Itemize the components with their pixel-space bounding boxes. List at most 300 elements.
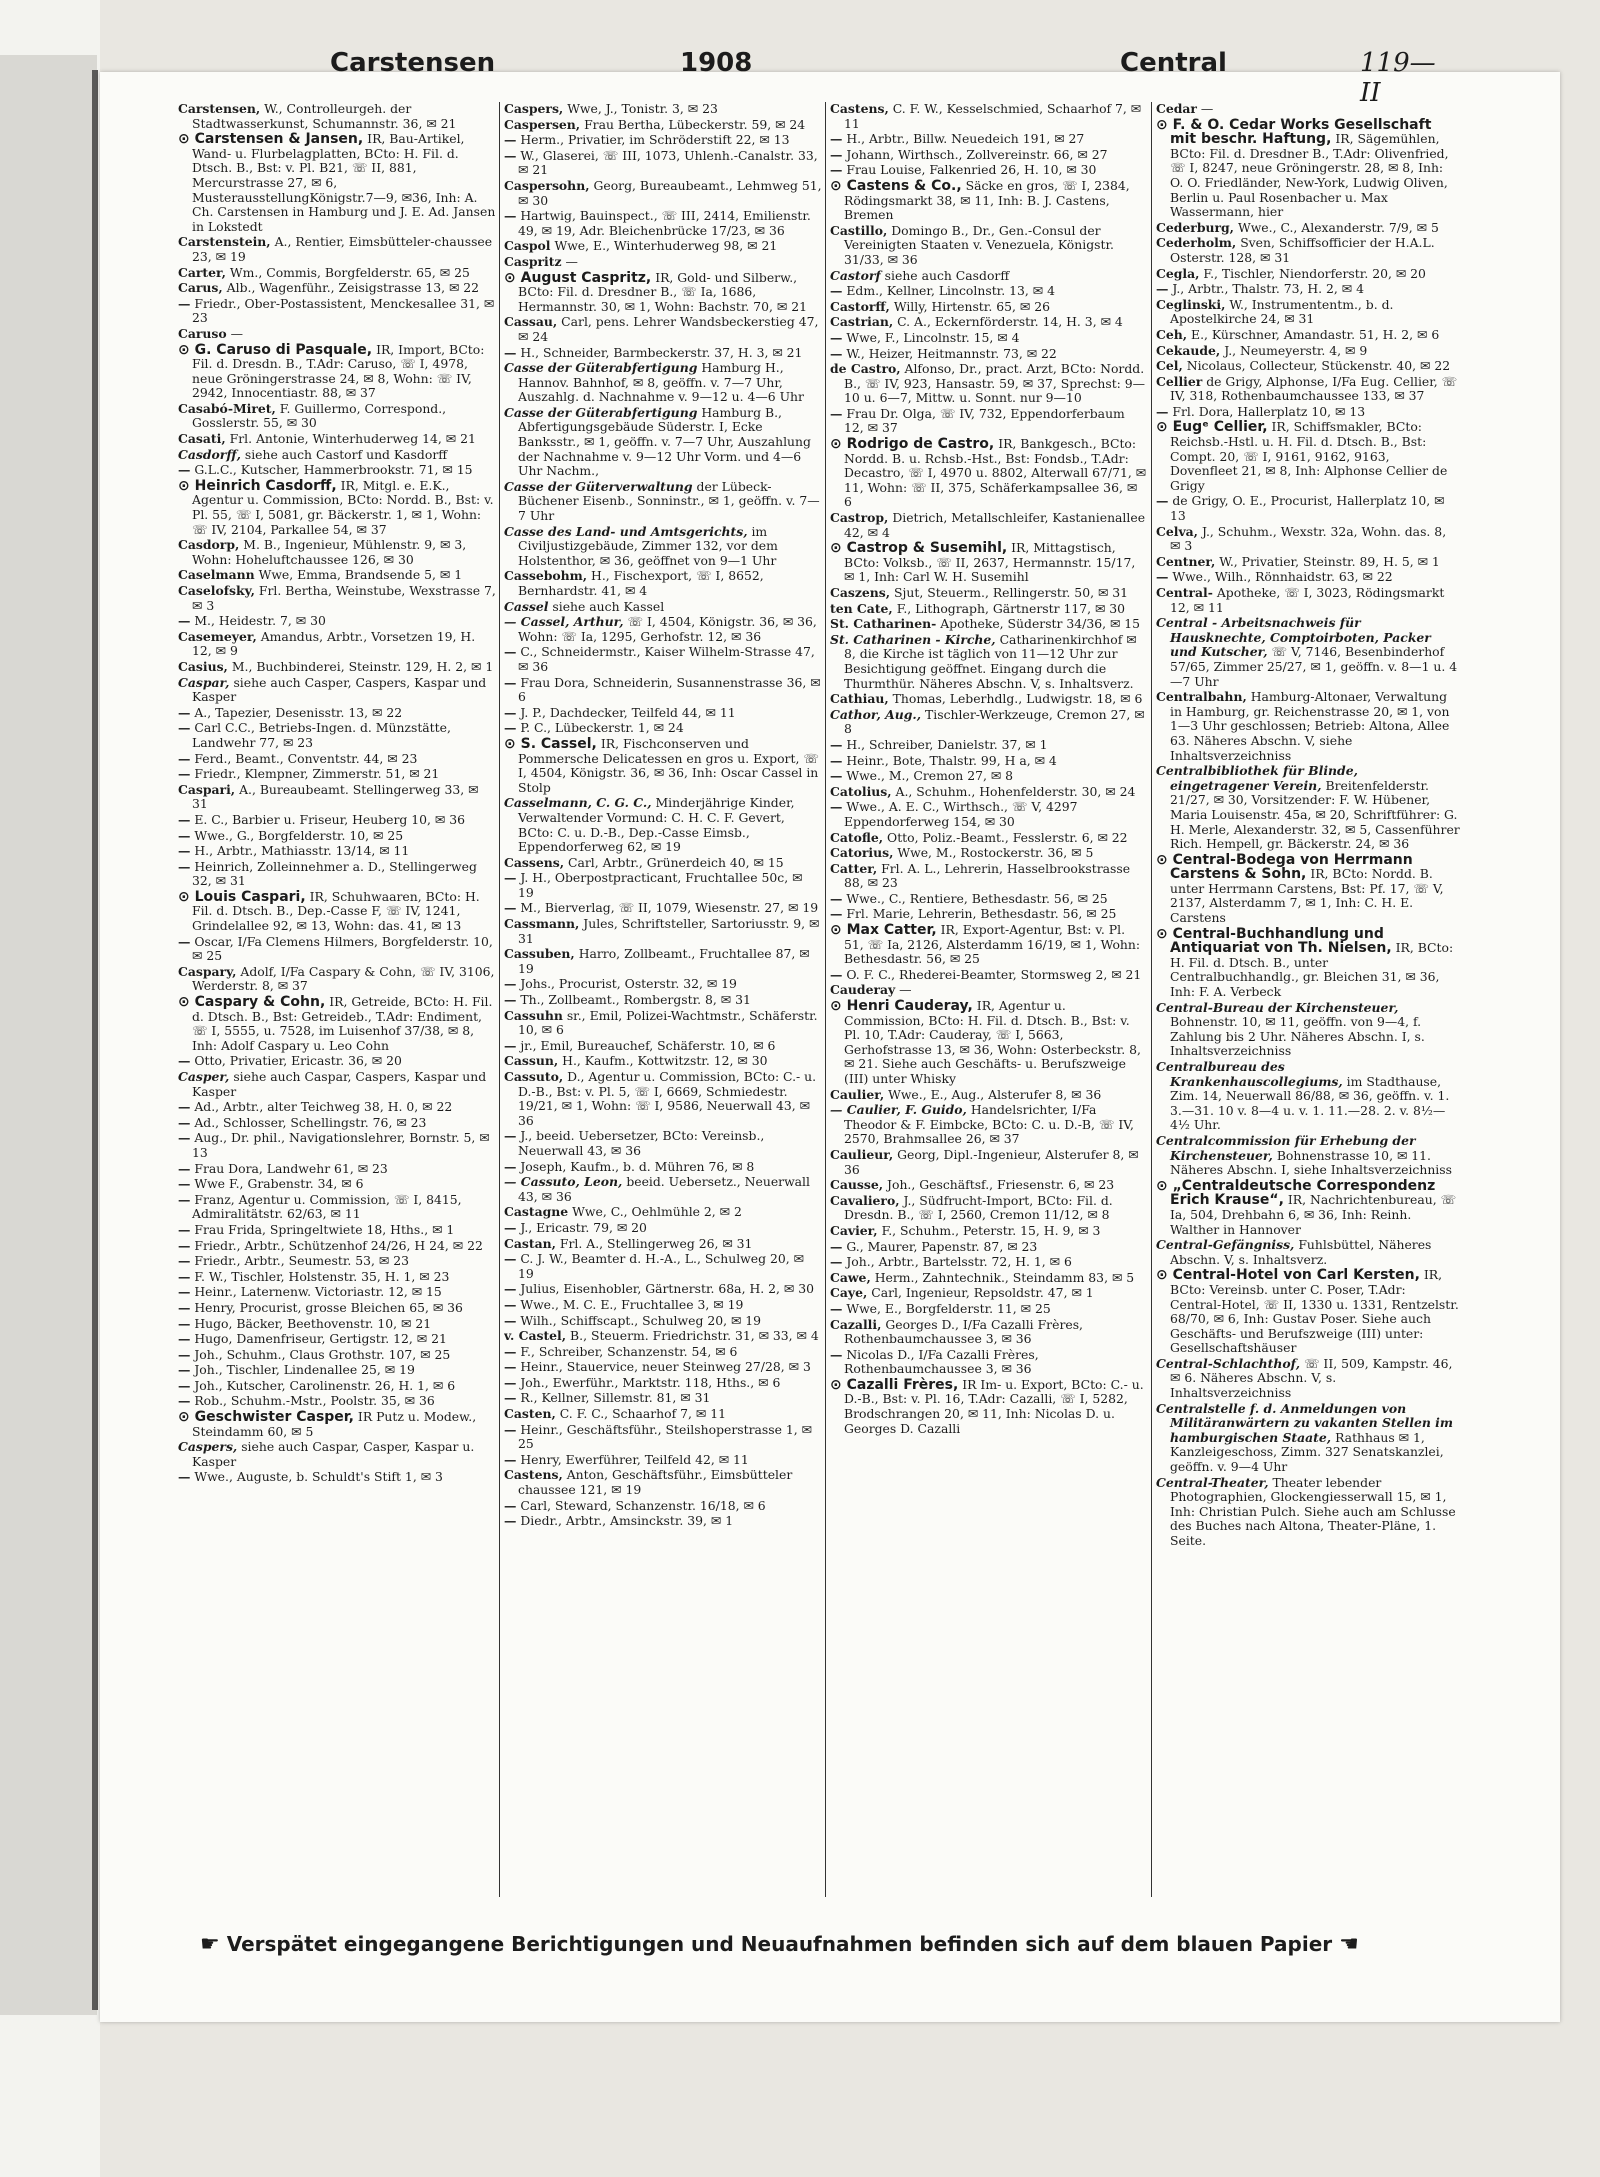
- entry-details: Wwe, E., Borgfelderstr. 11, ✉ 25: [846, 1300, 1051, 1316]
- entry-details: der Lübeck-Büchener Eisenb., Sonninstr., ✉ 1, geöffn. v. 7—7 Uhr: [518, 478, 820, 524]
- entry-name: —: [504, 1343, 517, 1359]
- entry-name: —: [830, 329, 843, 345]
- directory-entry: [830, 738, 1148, 753]
- entry-name: Caselofsky,: [178, 583, 255, 598]
- directory-entry: [830, 968, 1148, 983]
- entry-name: —: [1156, 281, 1169, 297]
- directory-entry: [504, 676, 822, 705]
- directory-entry: [1156, 494, 1460, 523]
- directory-entry: [1156, 1268, 1460, 1356]
- entry-details: Fuhlsbüttel, Näheres Abschn. V, s. Inhaltsverz.: [1170, 1237, 1432, 1267]
- entry-details: Wwe., M., Cremon 27, ✉ 8: [846, 768, 1014, 784]
- entry-details: IR, Nachrichtenbureau, ☏ Ia, 504, Drehbahn 6, ✉ 36, Inh: Reinh. Walther in Hannover: [1170, 1192, 1457, 1237]
- entry-name: Cedar: [1156, 102, 1197, 116]
- entry-name: —: [504, 720, 517, 736]
- directory-entry: [178, 538, 496, 567]
- entry-name: —: [830, 906, 843, 922]
- entry-name: —: [1156, 569, 1169, 585]
- directory-entry: [504, 361, 822, 405]
- directory-entry: [504, 706, 822, 721]
- column-divider: [1151, 102, 1152, 1897]
- entry-details: de Grigy, O. E., Procurist, Hallerplatz 10, ✉ 13: [1170, 493, 1445, 524]
- entry-details: E., Kürschner, Amandastr. 51, H. 2, ✉ 6: [1191, 326, 1440, 342]
- pointing-hand-left-icon: ☚: [1339, 1932, 1359, 1957]
- entry-name: Caselmann: [178, 567, 255, 583]
- entry-details: Catharinenkirchhof ✉ 8, die Kirche ist täglich von 11—12 Uhr zur Besichtigung geöffnet. Eingang durch die Thurmthür. Näheres Abschn. V, s. Inhaltsverz.: [844, 631, 1137, 691]
- entry-name: Catorius,: [830, 845, 894, 861]
- directory-entry: [504, 600, 822, 615]
- directory-entry: [178, 343, 496, 401]
- entry-details: M. B., Ingenieur, Mühlenstr. 9, ✉ 3, Wohn: Hoheluftchaussee 126, ✉ 30: [192, 537, 467, 567]
- directory-entry: [504, 1252, 822, 1281]
- entry-name: Castens,: [504, 1467, 563, 1483]
- entry-name: Cassel: [504, 598, 549, 614]
- entry-details: IR, BCto: Nordd. B. unter Herrmann Carstens, Bst: Pf. 17, ☏ V, 2137, Alsterdamm 7, ✉ 1, Inh: C. H. E. Carstens: [1170, 866, 1444, 926]
- directory-entry: [504, 480, 822, 524]
- entry-name: Casse der Güterabfertigung: [504, 360, 698, 376]
- entry-details: J., beeid. Uebersetzer, BCto: Vereinsb., Neuerwall 43, ✉ 36: [518, 1128, 765, 1158]
- directory-entry: [178, 829, 496, 844]
- directory-entry: [178, 995, 496, 1053]
- entry-details: Georg, Bureaubeamt., Lehmweg 51, ✉ 30: [518, 177, 822, 208]
- entry-details: Apotheke, ☏ I, 3023, Rödingsmarkt 12, ✉ 11: [1170, 585, 1445, 615]
- entry-details: Wwe, E., Winterhuderweg 98, ✉ 21: [554, 238, 778, 254]
- entry-name: Cassuhn: [504, 1007, 563, 1023]
- entry-name: —: [504, 1312, 517, 1328]
- entry-details: Frau Dr. Olga, ☏ IV, 732, Eppendorferbaum 12, ✉ 37: [844, 405, 1125, 436]
- entry-name: Cel,: [1156, 358, 1183, 374]
- entry-name: ⊙ Max Catter,: [830, 922, 937, 939]
- entry-details: Herm., Privatier, im Schröderstift 22, ✉ 13: [520, 132, 790, 148]
- directory-entry: [504, 1282, 822, 1297]
- entry-details: Hamburg B., Abfertigungsgebäude Süderstr. I, Ecke Banksstr., ✉ 1, geöffn. v. 7—7 Uhr, Auszahlung der Nachnahme v. 9—12 Uhr Vorm. und 4—6 Uhr Nachm.,: [518, 404, 811, 479]
- entry-name: Caszens,: [830, 585, 891, 600]
- entry-details: Ad., Schlosser, Schellingstr. 76, ✉ 23: [194, 1114, 427, 1130]
- directory-entry: [504, 871, 822, 900]
- entry-name: Centralbibliothek für Blinde, eingetragener Verein,: [1156, 763, 1358, 793]
- entry-name: —: [504, 900, 517, 916]
- entry-name: Ceh,: [1156, 326, 1188, 342]
- entry-details: Joh., Ewerführ., Marktstr. 118, Hths., ✉ 6: [520, 1374, 781, 1390]
- directory-entry: [178, 1332, 496, 1347]
- entry-details: W., Heizer, Heitmannstr. 73, ✉ 22: [846, 345, 1057, 361]
- directory-entry: [504, 917, 822, 946]
- entry-details: M., Heidestr. 7, ✉ 30: [194, 613, 326, 629]
- entry-name: —: [178, 704, 191, 720]
- entry-details: ☏ I, 4504, Königstr. 36, ✉ 36, Wohn: ☏ Ia, 1295, Gerhofstr. 12, ✉ 36: [518, 614, 817, 644]
- directory-entry: [178, 327, 496, 342]
- entry-name: Casse der Güterverwaltung: [504, 478, 693, 494]
- entry-details: Hugo, Damenfriseur, Gertigstr. 12, ✉ 21: [194, 1331, 447, 1347]
- entry-name: ⊙ G. Caruso di Pasquale,: [178, 341, 373, 358]
- entry-details: A., Tapezier, Desenisstr. 13, ✉ 22: [194, 704, 403, 720]
- entry-name: —: [830, 162, 843, 178]
- entry-name: de Castro,: [830, 361, 901, 377]
- directory-entry: [178, 965, 496, 994]
- directory-entry: [830, 362, 1148, 406]
- entry-details: H., Fischexport, ☏ I, 8652, Bernhardstr. 41, ✉ 4: [518, 568, 764, 598]
- page-header: [120, 48, 1440, 108]
- entry-name: ⊙ Central-Buchhandlung und Antiquariat von Th. Nielsen,: [1156, 925, 1392, 957]
- directory-entry: [1156, 405, 1460, 420]
- directory-entry: [1156, 118, 1460, 220]
- entry-name: —: [504, 976, 517, 992]
- entry-name: Casten,: [504, 1406, 556, 1422]
- directory-entry: [178, 479, 496, 537]
- directory-entry: [830, 983, 1148, 998]
- entry-name: Catolius,: [830, 783, 892, 799]
- entry-name: —: [504, 1359, 517, 1375]
- entry-name: Carter,: [178, 264, 226, 280]
- entry-details: —: [230, 325, 244, 341]
- directory-entry: [178, 813, 496, 828]
- directory-entry: [504, 1054, 822, 1069]
- entry-details: Edm., Kellner, Lincolnstr. 13, ✉ 4: [846, 283, 1055, 299]
- entry-details: Joh., Schuhm., Claus Grothstr. 107, ✉ 25: [194, 1346, 451, 1362]
- directory-entry: [504, 1407, 822, 1422]
- entry-name: Cazalli,: [830, 1316, 882, 1332]
- entry-name: —: [830, 283, 843, 299]
- directory-entry: [504, 133, 822, 148]
- directory-entry: [504, 209, 822, 238]
- directory-entry: [830, 179, 1148, 223]
- directory-entry: [178, 1177, 496, 1192]
- directory-entry: [504, 1175, 822, 1204]
- entry-details: IR, Gold- und Silberw., BCto: Fil. d. Dresdner B., ☏ Ia, 1686, Hermannstr. 30, ✉ 1, Wohn: Bachstr. 70, ✉ 21: [518, 269, 808, 314]
- directory-entry: [830, 907, 1148, 922]
- directory-entry: [504, 179, 822, 208]
- column-4: [1156, 102, 1460, 1902]
- entry-name: Caulieur,: [830, 1146, 894, 1162]
- entry-name: Casemeyer,: [178, 628, 257, 644]
- entry-details: H., Schneider, Barmbeckerstr. 37, H. 3, ✉ 21: [520, 344, 803, 360]
- entry-name: Cassau,: [504, 314, 558, 330]
- directory-entry: [178, 1440, 496, 1469]
- entry-details: H., Kaufm., Kottwitzstr. 12, ✉ 30: [562, 1053, 768, 1069]
- directory-entry: [830, 511, 1148, 540]
- entry-details: W., Glaserei, ☏ III, 1073, Uhlenh.-Canalstr. 33, ✉ 21: [518, 147, 818, 178]
- entry-name: —: [178, 811, 191, 827]
- entry-details: Heinr., Stauervice, neuer Steinweg 27/28, ✉ 3: [520, 1359, 811, 1375]
- entry-details: —: [565, 253, 578, 269]
- entry-details: Friedr., Ober-Postassistent, Menckesallee 31, ✉ 23: [192, 295, 495, 326]
- directory-entry: [178, 1285, 496, 1300]
- entry-details: Wwe., Wilh., Rönnhaidstr. 63, ✉ 22: [1172, 569, 1393, 585]
- directory-entry: [830, 846, 1148, 861]
- directory-entry: [504, 102, 822, 117]
- entry-details: Wwe., C., Rentiere, Bethesdastr. 56, ✉ 25: [846, 890, 1108, 906]
- directory-entry: [178, 1348, 496, 1363]
- entry-details: siehe auch Kassel: [552, 598, 665, 614]
- entry-name: —: [504, 704, 517, 720]
- entry-details: siehe auch Caspar, Casper, Kaspar u. Kasper: [192, 1439, 475, 1469]
- entry-details: IR, Sägemühlen, BCto: Fil. d. Dresdner B., T.Adr: Olivenfried, ☏ I, 8247, neue Gröningerstr. 28, ✉ 8, Inh: O. O. Friedländer, New-York, Ludwig Oliven, Berlin u. Paul Rosenbacher u. Max Wassermann, hier: [1170, 131, 1449, 220]
- entry-details: E. C., Barbier u. Friseur, Heuberg 10, ✉ 36: [194, 811, 465, 827]
- directory-entry: [830, 300, 1148, 315]
- entry-details: Bohnenstrasse 10, ✉ 11. Näheres Abschn. I, siehe Inhaltsverzeichniss: [1170, 1147, 1452, 1178]
- entry-details: Wwe, C., Oehlmühle 2, ✉ 2: [572, 1204, 742, 1220]
- footer-text: Verspätet eingegangene Berichtigungen und Neuaufnahmen befinden sich auf dem blauen Papier: [226, 1932, 1333, 1956]
- entry-name: Central-Schlachthof,: [1156, 1355, 1301, 1371]
- directory-entry: [504, 947, 822, 976]
- directory-entry: [1156, 102, 1460, 117]
- entry-name: Casati,: [178, 431, 226, 447]
- directory-entry: [504, 1329, 822, 1344]
- entry-details: Heinr., Bote, Thalstr. 99, H a, ✉ 4: [846, 752, 1057, 768]
- entry-details: Friedr., Klempner, Zimmerstr. 51, ✉ 21: [194, 766, 440, 782]
- entry-name: Cassmann,: [504, 916, 580, 932]
- directory-entry: [504, 569, 822, 598]
- entry-name: ⊙ Caspary & Cohn,: [178, 994, 326, 1011]
- entry-name: —: [830, 736, 843, 752]
- directory-entry: [178, 783, 496, 812]
- entry-details: Johs., Procurist, Osterstr. 32, ✉ 19: [520, 976, 737, 992]
- entry-name: —: [830, 1346, 843, 1362]
- entry-name: —: [1156, 403, 1169, 419]
- directory-entry: [504, 315, 822, 344]
- entry-details: Heinrich, Zolleinnehmer a. D., Stellingerweg 32, ✉ 31: [192, 858, 477, 889]
- directory-entry: [178, 660, 496, 675]
- entry-details: D., Agentur u. Commission, BCto: C.- u. D.-B., Bst: v. Pl. 5, ☏ I, 6669, Schmiedestr. 19/21, ✉ 1, Wohn: ☏ I, 9586, Neuerwall 43, ✉ 36: [518, 1069, 817, 1128]
- entry-details: Henry, Ewerführer, Teilfeld 42, ✉ 11: [520, 1451, 749, 1467]
- directory-entry: [504, 901, 822, 916]
- entry-name: —: [178, 766, 191, 782]
- entry-details: H., Arbtr., Billw. Neuedeich 191, ✉ 27: [846, 131, 1085, 147]
- directory-entry: [1156, 570, 1460, 585]
- entry-name: ⊙ August Caspritz,: [504, 269, 652, 286]
- directory-entry: [830, 708, 1148, 737]
- entry-name: —: [830, 768, 843, 784]
- entry-details: Franz, Agentur u. Commission, ☏ I, 8415, Admiralitätstr. 62/63, ✉ 11: [192, 1191, 462, 1222]
- directory-entry: [504, 1391, 822, 1406]
- entry-details: A., Rentier, Eimsbütteler-chaussee 23, ✉ 19: [192, 234, 493, 264]
- entry-details: Hartwig, Bauinspect., ☏ III, 2414, Emilienstr. 49, ✉ 19, Adr. Bleichenbrücke 17/23, ✉ 36: [518, 208, 811, 238]
- directory-entry: [178, 1162, 496, 1177]
- entry-name: —: [504, 132, 517, 148]
- entry-details: Frau Frida, Springeltwiete 18, Hths., ✉ 1: [194, 1221, 455, 1237]
- directory-entry: [830, 1178, 1148, 1193]
- entry-details: Th., Zollbeamt., Rombergstr. 8, ✉ 31: [520, 992, 751, 1008]
- entry-name: —: [504, 1451, 517, 1467]
- directory-entry: [178, 1131, 496, 1160]
- column-divider: [825, 102, 826, 1897]
- entry-details: Georg, Dipl.-Ingenieur, Alsterufer 8, ✉ 36: [844, 1146, 1139, 1177]
- directory-entry: [178, 706, 496, 721]
- entry-details: F. Guillermo, Correspond., Gosslerstr. 55, ✉ 30: [192, 400, 447, 431]
- directory-entry: [178, 1317, 496, 1332]
- entry-details: C. J. W., Beamter d. H.-A., L., Schulweg 20, ✉ 19: [518, 1251, 805, 1281]
- entry-details: Wwe, Emma, Brandsende 5, ✉ 1: [258, 567, 463, 583]
- entry-details: Joh., Geschäftsf., Friesenstr. 6, ✉ 23: [887, 1177, 1115, 1193]
- page-footer-notice: [200, 1932, 1450, 1957]
- entry-details: IR Im- u. Export, BCto: C.- u. D.-B., Bst: v. Pl. 16, T.Adr: Cazalli, ☏ I, 5282, Brodschrangen 20, ✉ 11, Inh: Nicolas D. u. Georges D. Cazalli: [844, 1376, 1144, 1436]
- directory-entry: [1156, 853, 1460, 926]
- directory-entry: [1156, 1357, 1460, 1401]
- entry-name: Castrian,: [830, 314, 894, 330]
- entry-details: Handelsrichter, I/Fa Theodor & F. Eimbcke, BCto: C. u. D.-B, ☏ IV, 2570, Brahmsallee 26, ✉ 37: [844, 1102, 1134, 1147]
- entry-name: Castorff,: [830, 298, 890, 314]
- entry-details: Frau Bertha, Lübeckerstr. 59, ✉ 24: [584, 116, 806, 132]
- entry-name: —: [504, 344, 517, 360]
- entry-details: Carl, Arbtr., Grünerdeich 40, ✉ 15: [567, 854, 784, 870]
- entry-details: Frl. A. L., Lehrerin, Hasselbrookstrasse 88, ✉ 23: [844, 860, 1131, 891]
- entry-details: Ferd., Beamt., Conventstr. 44, ✉ 23: [194, 750, 418, 766]
- entry-name: —: [178, 1099, 191, 1115]
- entry-name: —: [178, 1253, 191, 1269]
- entry-name: Cegla,: [1156, 265, 1200, 281]
- entry-name: Castan,: [504, 1235, 556, 1251]
- entry-details: Wwe., G., Borgfelderstr. 10, ✉ 25: [194, 827, 404, 843]
- directory-entry: [178, 1193, 496, 1222]
- entry-details: H., Arbtr., Mathiasstr. 13/14, ✉ 11: [194, 843, 410, 859]
- entry-details: Ad., Arbtr., alter Teichweg 38, H. 0, ✉ 22: [194, 1099, 453, 1115]
- entry-details: Frl. A., Stellingerweg 26, ✉ 31: [559, 1235, 753, 1251]
- entry-details: Joseph, Kaufm., b. d. Mühren 76, ✉ 8: [520, 1158, 755, 1174]
- entry-name: ⊙ Central-Hotel von Carl Kersten,: [1156, 1267, 1420, 1284]
- entry-details: Joh., Arbtr., Bartelsstr. 72, H. 1, ✉ 6: [846, 1254, 1072, 1270]
- entry-name: Caspar,: [178, 674, 230, 690]
- entry-details: C. F. C., Schaarhof 7, ✉ 11: [559, 1406, 726, 1422]
- entry-details: ☏ V, 7146, Besenbinderhof 57/65, Zimmer 25/27, ✉ 1, geöffn. v. 8—1 u. 4—7 Uhr: [1170, 644, 1458, 689]
- entry-name: Ceglinski,: [1156, 296, 1226, 312]
- entry-details: Heinr., Laternenw. Victoriastr. 12, ✉ 15: [194, 1284, 442, 1300]
- entry-name: Cassuben,: [504, 946, 575, 962]
- directory-entry: [830, 862, 1148, 891]
- header-last-entry: Central: [1120, 48, 1227, 78]
- entry-name: —: [178, 1237, 191, 1253]
- entry-details: B., Steuerm. Friedrichstr. 31, ✉ 33, ✉ 4: [570, 1328, 819, 1344]
- entry-name: Cathiau,: [830, 691, 889, 707]
- directory-entry: [178, 1379, 496, 1394]
- entry-details: J., Schuhm., Wexstr. 32a, Wohn. das. 8, ✉ 3: [1170, 523, 1447, 554]
- directory-entry: [504, 1376, 822, 1391]
- directory-entry: [504, 1009, 822, 1038]
- directory-entry: [1156, 764, 1460, 852]
- directory-entry: [178, 1254, 496, 1269]
- entry-name: Caspers,: [504, 102, 564, 116]
- entry-details: Wilh., Schiffscapt., Schulweg 20, ✉ 19: [520, 1312, 762, 1328]
- entry-name: Caspers,: [178, 1439, 238, 1455]
- entry-details: Herm., Zahntechnik., Steindamm 83, ✉ 5: [874, 1269, 1135, 1285]
- entry-name: —: [1156, 493, 1169, 509]
- entry-name: v. Castel,: [504, 1328, 567, 1344]
- directory-entry: [830, 692, 1148, 707]
- entry-name: Caye,: [830, 1285, 868, 1301]
- directory-entry: [1156, 1238, 1460, 1267]
- entry-details: Frau Dora, Landwehr 61, ✉ 23: [194, 1160, 388, 1176]
- entry-name: Castagne: [504, 1204, 569, 1220]
- entry-name: Casse der Güterabfertigung: [504, 404, 698, 420]
- entry-name: —: [178, 1331, 191, 1347]
- directory-entry: [178, 584, 496, 613]
- entry-name: —: [830, 890, 843, 906]
- entry-details: W., Privatier, Steinstr. 89, H. 5, ✉ 1: [1219, 553, 1440, 569]
- directory-entry: [504, 1423, 822, 1452]
- entry-name: Carstenstein,: [178, 234, 271, 250]
- page-gutter: [0, 55, 97, 2015]
- entry-details: Julius, Eisenhobler, Gärtnerstr. 68a, H. 2, ✉ 30: [520, 1281, 814, 1297]
- entry-details: im Stadthause, Zim. 14, Neuerwall 86/88, ✉ 36, geöffn. v. 1. 3.—31. 10 v. 8—4 u. v. 1. 11.—28. 2. v. 8½—4½ Uhr.: [1170, 1073, 1450, 1133]
- entry-details: IR, Import, BCto: Fil. d. Dresdn. B., T.Adr: Caruso, ☏ I, 4978, neue Gröningerstrasse 24, ✉ 8, Wohn: ☏ IV, 2942, Innocentiastr. 88, ✉ 37: [192, 341, 485, 401]
- entry-name: ⊙ Louis Caspari,: [178, 888, 306, 905]
- directory-entry: [504, 1360, 822, 1375]
- directory-entry: [830, 769, 1148, 784]
- directory-entry: [830, 331, 1148, 346]
- directory-entry: [1156, 298, 1460, 327]
- entry-details: IR, Getreide, BCto: H. Fil. d. Dtsch. B., Bst: Getreideb., T.Adr: Endiment, ☏ I, 5555, u. 7528, im Luisenhof 37/38, ✉ 8, Inh: Adolf Caspary u. Leo Cohn: [192, 994, 493, 1053]
- entry-name: Cekaude,: [1156, 342, 1221, 358]
- entry-name: ⊙ Castrop & Susemihl,: [830, 540, 1008, 557]
- entry-name: —: [504, 674, 517, 690]
- directory-entry: [1156, 344, 1460, 359]
- directory-entry: [830, 586, 1148, 601]
- entry-name: —: [178, 1176, 191, 1192]
- entry-details: Johann, Wirthsch., Zollvereinstr. 66, ✉ 27: [846, 146, 1108, 162]
- entry-name: Catter,: [830, 860, 878, 876]
- entry-name: Carus,: [178, 280, 223, 296]
- directory-entry: [830, 602, 1148, 617]
- directory-entry: [830, 923, 1148, 967]
- entry-details: Carl, Ingenieur, Repsoldstr. 47, ✉ 1: [871, 1285, 1094, 1301]
- entry-details: J., Südfrucht-Import, BCto: Fil. d. Dresdn. B., ☏ I, 2560, Cremon 11/12, ✉ 8: [844, 1192, 1113, 1223]
- directory-entry: [178, 1410, 496, 1439]
- directory-entry: [178, 568, 496, 583]
- entry-name: Caspersohn,: [504, 177, 590, 193]
- entry-name: —: [504, 1251, 517, 1267]
- entry-name: Casius,: [178, 658, 228, 674]
- entry-name: —: [504, 870, 517, 886]
- entry-name: —: [504, 1421, 517, 1437]
- directory-entry: [178, 1100, 496, 1115]
- entry-details: Joh., Tischler, Lindenallee 25, ✉ 19: [194, 1362, 415, 1378]
- directory-entry: [1156, 267, 1460, 282]
- directory-entry: [830, 1348, 1148, 1377]
- directory-entry: [1156, 1001, 1460, 1059]
- entry-name: —: [504, 1037, 517, 1053]
- entry-name: Caspari,: [178, 781, 236, 797]
- directory-entry: [1156, 375, 1460, 404]
- directory-entry: [830, 541, 1148, 585]
- entry-name: Cavier,: [830, 1222, 878, 1238]
- entry-details: siehe auch Caspar, Caspers, Kaspar und Kasper: [192, 1069, 487, 1099]
- directory-entry: [1156, 1060, 1460, 1133]
- entry-name: Cassun,: [504, 1053, 559, 1069]
- entry-name: ⊙ Central-Bodega von Herrmann Carstens & Sohn,: [1156, 851, 1413, 883]
- entry-details: M., Bierverlag, ☏ II, 1079, Wiesenstr. 27, ✉ 19: [520, 900, 819, 916]
- entry-details: W., Instrumententm., b. d. Apostelkirche 24, ✉ 31: [1170, 296, 1394, 327]
- directory-entry: [830, 132, 1148, 147]
- entry-details: Hugo, Bäcker, Beethovenstr. 10, ✉ 21: [194, 1315, 432, 1331]
- directory-entry: [178, 676, 496, 705]
- directory-entry: [178, 235, 496, 264]
- entry-details: Frl. Dora, Hallerplatz 10, ✉ 13: [1172, 403, 1366, 419]
- entry-name: Casabó-Miret,: [178, 400, 276, 416]
- entry-details: Wwe F., Grabenstr. 34, ✉ 6: [194, 1176, 364, 1192]
- header-page-number: 119—II: [1360, 48, 1436, 108]
- entry-details: Apotheke, Süderstr 34/36, ✉ 15: [940, 616, 1141, 632]
- directory-entry: [178, 630, 496, 659]
- entry-name: ⊙ S. Cassel,: [504, 735, 597, 752]
- entry-name: ⊙ Geschwister Casper,: [178, 1409, 354, 1426]
- entry-name: ⊙ Heinrich Casdorff,: [178, 477, 337, 494]
- entry-name: —: [830, 146, 843, 162]
- entry-details: Domingo B., Dr., Gen.-Consul der Vereinigten Staaten v. Venezuela, Königstr. 31/33, ✉ 36: [844, 222, 1114, 267]
- entry-name: —: [178, 1160, 191, 1176]
- entry-details: IR, Export-Agentur, Bst: v. Pl. 51, ☏ Ia, 2126, Alsterdamm 16/19, ✉ 1, Wohn: Bethesdastr. 56, ✉ 25: [844, 922, 1141, 967]
- entry-name: ⊙ F. & O. Cedar Works Gesellschaft mit beschr. Haftung,: [1156, 116, 1432, 148]
- entry-details: Wwe., Auguste, b. Schuldt's Stift 1, ✉ 3: [194, 1469, 443, 1485]
- entry-name: Caspersen,: [504, 116, 581, 132]
